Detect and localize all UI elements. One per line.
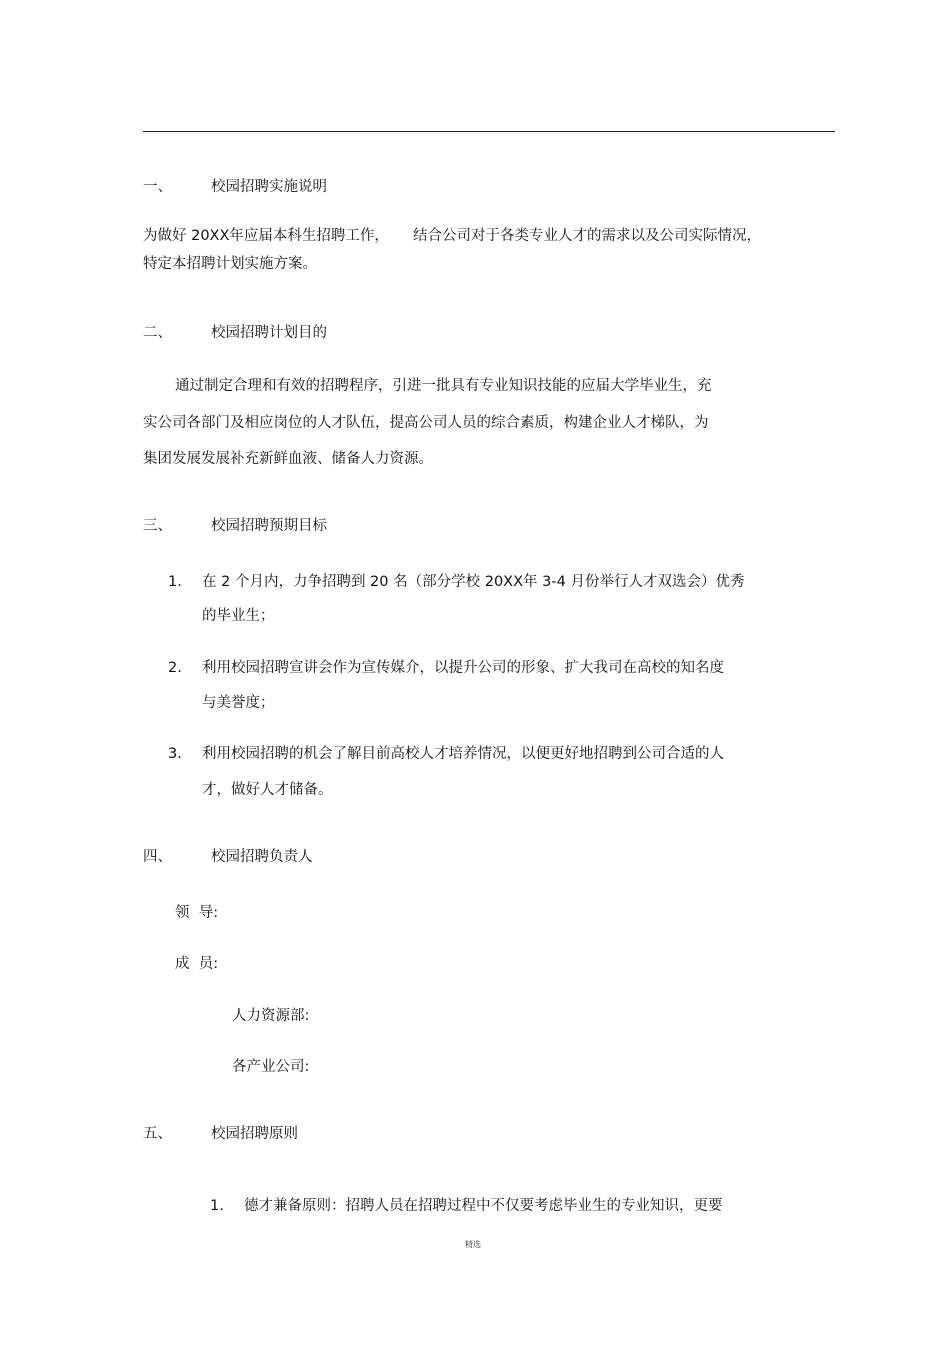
section-1-title: 校园招聘实施说明 bbox=[211, 179, 327, 195]
section-3-number: 三、 bbox=[143, 518, 172, 534]
subsidiaries-label: 各产业公司: bbox=[232, 1059, 310, 1075]
section-4-title: 校园招聘负责人 bbox=[211, 849, 313, 865]
goal-3-line1: 利用校园招聘的机会了解目前高校人才培养情况，以便更好地招聘到公司合适的人 bbox=[202, 746, 724, 762]
members-label: 成 员: bbox=[175, 956, 219, 972]
goal-3-line2: 才，做好人才储备。 bbox=[202, 782, 333, 798]
leader-label: 领 导: bbox=[175, 905, 219, 921]
s1-line1-b: 结合公司对于各类专业人才的需求以及公司实际情况， bbox=[413, 228, 761, 244]
goal-1-number: 1. bbox=[168, 574, 182, 590]
principle-1-number: 1. bbox=[210, 1198, 224, 1214]
section-2-title: 校园招聘计划目的 bbox=[211, 325, 327, 341]
header-rule bbox=[143, 131, 835, 132]
s2-line1: 通过制定合理和有效的招聘程序，引进一批具有专业知识技能的应届大学毕业生，充 bbox=[175, 378, 712, 394]
page-footer: 精选 bbox=[465, 1240, 481, 1249]
section-3-title: 校园招聘预期目标 bbox=[211, 518, 327, 534]
section-5-number: 五、 bbox=[143, 1126, 172, 1142]
section-1-number: 一、 bbox=[143, 179, 172, 195]
principle-1-text: 德才兼备原则：招聘人员在招聘过程中不仅要考虑毕业生的专业知识，更要 bbox=[244, 1198, 723, 1214]
section-5-title: 校园招聘原则 bbox=[211, 1126, 298, 1142]
section-4-number: 四、 bbox=[143, 849, 172, 865]
hr-dept-label: 人力资源部: bbox=[232, 1008, 310, 1024]
goal-2-line2: 与美誉度； bbox=[202, 695, 275, 711]
goal-3-number: 3. bbox=[168, 746, 182, 762]
s2-line3: 集团发展发展补充新鲜血液、储备人力资源。 bbox=[143, 451, 433, 467]
s1-line1-a: 为做好 20XX年应届本科生招聘工作， bbox=[143, 228, 389, 244]
section-2-number: 二、 bbox=[143, 325, 172, 341]
s2-line2: 实公司各部门及相应岗位的人才队伍，提高公司人员的综合素质，构建企业人才梯队，为 bbox=[143, 415, 709, 431]
goal-2-line1: 利用校园招聘宣讲会作为宣传媒介，以提升公司的形象、扩大我司在高校的知名度 bbox=[202, 660, 724, 676]
s1-line2: 特定本招聘计划实施方案。 bbox=[143, 256, 317, 272]
goal-1-line1: 在 2 个月内，力争招聘到 20 名（部分学校 20XX年 3-4 月份举行人才双选会）优秀 bbox=[202, 574, 745, 590]
goal-2-number: 2. bbox=[168, 660, 182, 676]
goal-1-line2: 的毕业生； bbox=[202, 608, 275, 624]
